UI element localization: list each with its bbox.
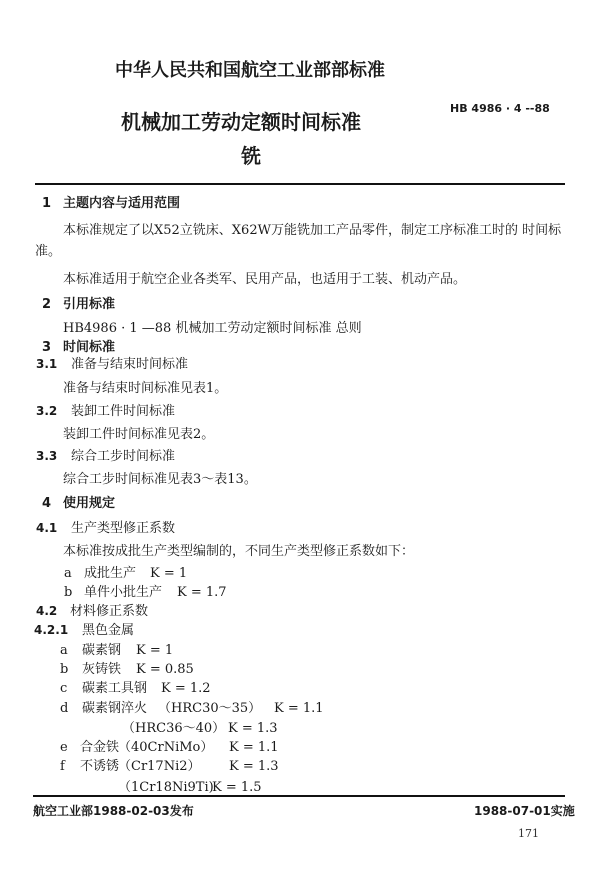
- paragraph: 本标准按成批生产类型编制的，不同生产类型修正系数如下：: [63, 544, 415, 559]
- list-item-condition: （40CrNiMo）: [118, 740, 214, 755]
- standard-number: HB 4986 · 4 --88: [450, 102, 550, 115]
- subsection-number: 4.2: [36, 604, 58, 618]
- list-item-k: K = 1.3: [228, 721, 278, 736]
- section-number: 4: [42, 496, 52, 511]
- list-label: d: [60, 701, 69, 716]
- subsection-title: 准备与结束时间标准: [71, 357, 189, 372]
- subsection-number: 4.2.1: [34, 623, 69, 637]
- list-label: b: [60, 662, 69, 677]
- subsection-number: 4.1: [36, 521, 58, 535]
- reference-item: HB4986 · 1 —88 机械加工劳动定额时间标准 总则: [63, 321, 362, 336]
- list-item-name: 单件小批生产: [84, 585, 163, 600]
- list-item-k: K = 1.5: [212, 780, 262, 795]
- list-label: f: [60, 759, 65, 774]
- list-label: b: [64, 585, 73, 600]
- document-subtitle: 铣: [241, 144, 261, 168]
- list-label: e: [60, 740, 68, 755]
- list-item-name: 成批生产: [84, 566, 137, 581]
- paragraph: 本标准适用于航空企业各类军、民用产品，也适用于工装、机动产品。: [63, 272, 467, 287]
- subsection-number: 3.3: [36, 449, 58, 463]
- header-divider: [35, 183, 565, 185]
- list-item-name: 碳素工具钢: [82, 681, 148, 696]
- list-item-k: K = 1.1: [229, 740, 279, 755]
- list-item-k: K = 1.3: [229, 759, 279, 774]
- list-item-name: 合金铁: [80, 740, 120, 755]
- list-item-k: K = 1: [136, 643, 174, 658]
- list-item-k: K = 1.1: [274, 701, 324, 716]
- subsection-title: 生产类型修正系数: [71, 521, 176, 536]
- list-item-condition: （1Cr18Ni9Ti): [118, 780, 214, 795]
- paragraph: 本标准规定了以X52立铣床、X62W万能铣加工产品零件，制定工序标准工时的 时间标: [63, 223, 562, 238]
- effective-date: 1988-07-01实施: [474, 804, 575, 818]
- paragraph: 综合工步时间标准见表3～表13。: [63, 472, 257, 487]
- section-number: 3: [42, 340, 52, 355]
- issuer-heading: 中华人民共和国航空工业部部标准: [115, 60, 385, 81]
- subsection-title: 综合工步时间标准: [71, 449, 176, 464]
- subsection-title: 装卸工件时间标准: [71, 404, 176, 419]
- section-number: 2: [42, 297, 52, 312]
- section-title: 引用标准: [63, 297, 116, 312]
- document-title: 机械加工劳动定额时间标准: [121, 110, 361, 134]
- list-item-name: 碳素钢淬火: [82, 701, 148, 716]
- list-item-k: K = 1.7: [177, 585, 227, 600]
- list-item-condition: （HRC30～35）: [158, 701, 262, 716]
- list-item-k: K = 1: [150, 566, 188, 581]
- section-title: 时间标准: [63, 340, 116, 355]
- section-title: 主题内容与适用范围: [63, 196, 181, 211]
- page-number: 171: [518, 827, 539, 840]
- list-label: c: [60, 681, 68, 696]
- list-item-condition: （HRC36～40）: [122, 721, 226, 736]
- section-title: 使用规定: [63, 496, 116, 511]
- list-item-condition: （Cr17Ni2）: [118, 759, 201, 774]
- section-number: 1: [42, 196, 52, 211]
- list-label: a: [60, 643, 68, 658]
- issue-date: 航空工业部1988-02-03发布: [33, 804, 194, 818]
- subsection-number: 3.1: [36, 357, 58, 371]
- list-item-name: 碳素钢: [82, 643, 122, 658]
- list-item-k: K = 0.85: [136, 662, 194, 677]
- list-item-name: 灰铸铁: [82, 662, 122, 677]
- subsection-title: 材料修正系数: [70, 604, 149, 619]
- subsection-number: 3.2: [36, 404, 58, 418]
- paragraph: 装卸工件时间标准见表2。: [63, 427, 215, 442]
- list-item-k: K = 1.2: [161, 681, 211, 696]
- list-label: a: [64, 566, 72, 581]
- list-item-name: 不诱锈: [80, 759, 120, 774]
- subsection-title: 黑色金属: [82, 623, 135, 638]
- paragraph: 准备与结束时间标准见表1。: [63, 381, 228, 396]
- footer-divider: [33, 795, 565, 797]
- paragraph: 准。: [35, 244, 62, 259]
